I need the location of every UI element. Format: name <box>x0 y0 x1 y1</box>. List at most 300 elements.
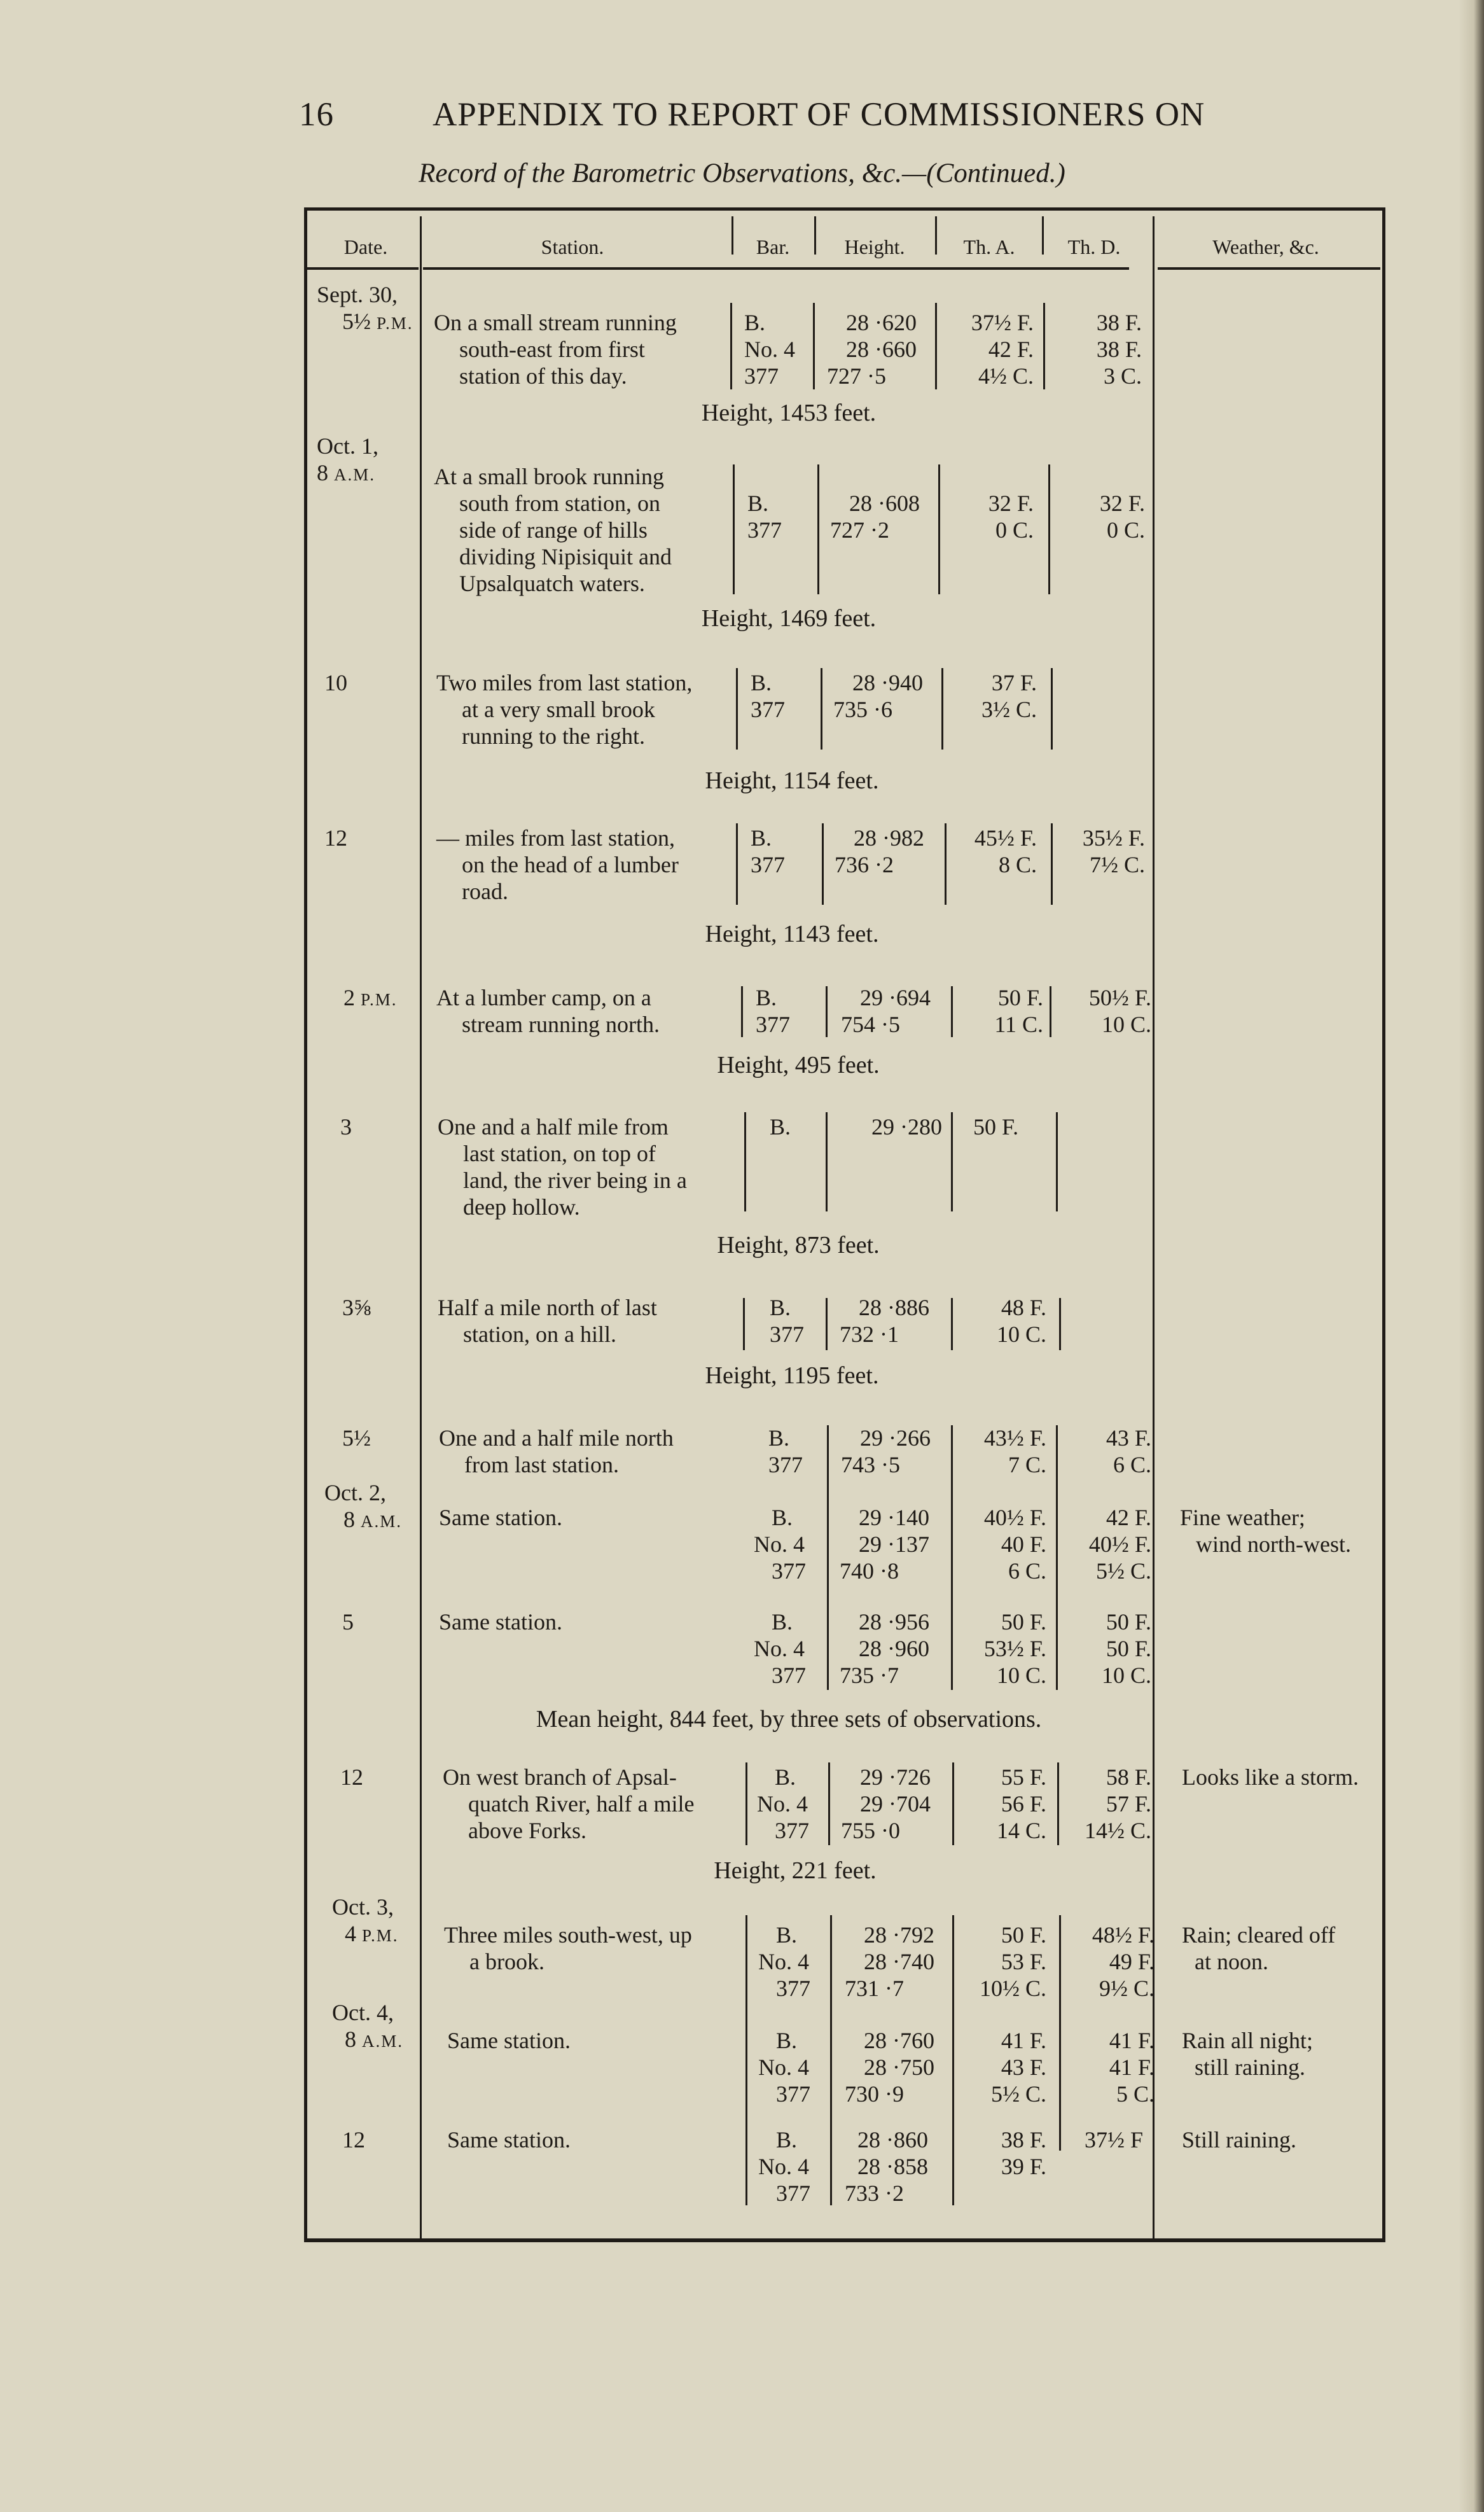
entry-weather <box>1182 1764 1359 1790</box>
th-d-value: 50 F. <box>1106 1636 1151 1661</box>
bar-value: 377 <box>756 1012 790 1037</box>
entry-height <box>833 669 923 723</box>
entry-bar <box>758 1922 810 2002</box>
table-caption: Record of the Barometric Observations, &c.—(Continued.) <box>419 158 1065 188</box>
col-header-date: Date. <box>343 235 388 258</box>
weather-line: Rain; cleared off <box>1182 1922 1336 1948</box>
entry-th-a <box>960 1504 1046 1584</box>
entry-bar <box>757 1764 809 1844</box>
col-header-th-a: Th. A. <box>963 235 1015 258</box>
date-line: Oct. 1, <box>317 433 378 459</box>
bar-value: 377 <box>744 363 779 389</box>
station-line: Two miles from last station, <box>436 670 693 695</box>
entry-station <box>444 1922 743 1975</box>
entry-result: Height, 1453 feet. <box>701 400 877 426</box>
entry-result: Height, 1195 feet. <box>705 1362 879 1389</box>
height-value: 755 ·0 <box>841 1818 900 1843</box>
entry-th-a <box>973 1113 1018 1140</box>
column-rule-date <box>420 216 422 2238</box>
entry-weather <box>1182 1922 1335 1975</box>
entry-th-a <box>960 1608 1046 1689</box>
th-a-value: 50 F. <box>973 1114 1019 1140</box>
height-value: 28 ·860 <box>857 2127 928 2153</box>
bar-value: No. 4 <box>754 1532 805 1557</box>
entry-th-d <box>1062 1425 1151 1478</box>
col-header-weather: Weather, &c. <box>1212 235 1319 258</box>
station-line: On west branch of Apsal- <box>443 1764 677 1790</box>
bar-value: B. <box>770 1114 791 1140</box>
th-d-value: 6 C. <box>1113 1452 1151 1477</box>
height-value: 28 ·858 <box>857 2154 928 2179</box>
height-value: 727 ·2 <box>830 517 889 543</box>
date-line: 5½ <box>342 1425 371 1451</box>
th-a-value: 10 C. <box>996 1322 1046 1347</box>
height-value: 735 ·7 <box>840 1663 899 1688</box>
time-line: 8 A.M. <box>345 2027 404 2052</box>
station-line: One and a half mile from <box>438 1114 669 1140</box>
entry-date <box>342 1425 371 1451</box>
bar-value: 377 <box>776 1976 810 2001</box>
entry-bar <box>770 1294 804 1348</box>
th-d-value: 0 C. <box>1106 517 1145 543</box>
station-line: from last station. <box>464 1452 619 1477</box>
entry-station <box>443 1764 735 1844</box>
entry-height <box>840 1504 929 1584</box>
th-d-value: 43 F. <box>1106 1425 1151 1451</box>
th-a-value: 10 C. <box>996 1663 1046 1688</box>
entry-height <box>830 490 920 543</box>
height-value: 733 ·2 <box>845 2181 904 2206</box>
station-line: One and a half mile north <box>439 1425 674 1451</box>
time-line: 8 A.M. <box>317 460 376 485</box>
entry-date <box>342 1294 371 1321</box>
entry-date <box>324 669 347 696</box>
bar-value: B. <box>776 2028 798 2053</box>
th-d-value: 38 F. <box>1096 310 1142 335</box>
col-header-station: Station. <box>541 235 604 258</box>
height-value: 28 ·620 <box>846 310 917 335</box>
station-line: running to the right. <box>462 723 645 749</box>
entry-height <box>841 984 931 1038</box>
height-value: 736 ·2 <box>835 852 894 877</box>
station-line: station of this day. <box>459 363 627 389</box>
entry-date <box>342 1608 354 1635</box>
weather-line: still raining. <box>1195 2055 1305 2080</box>
th-d-value: 38 F. <box>1096 337 1142 362</box>
station-line: south-east from first <box>459 337 645 362</box>
bar-value: 377 <box>768 1452 803 1477</box>
entry-th-a <box>960 1294 1046 1348</box>
entry-th-a <box>948 490 1034 543</box>
column-rule <box>935 216 937 255</box>
bar-value: 377 <box>751 697 785 722</box>
bar-value: 377 <box>776 2181 810 2206</box>
scan-edge-shadow <box>1459 0 1484 2512</box>
bar-value: B. <box>770 1295 791 1320</box>
entry-height <box>841 1764 931 1844</box>
bar-value: B. <box>772 1505 793 1530</box>
header-rule <box>1158 267 1380 270</box>
entry-station <box>438 1113 730 1220</box>
th-a-value: 7 C. <box>1008 1452 1046 1477</box>
th-d-value: 14½ C. <box>1084 1818 1151 1843</box>
entry-th-d <box>1062 1504 1151 1584</box>
weather-line: Looks like a storm. <box>1182 1764 1359 1790</box>
station-line: Same station. <box>439 1609 562 1635</box>
height-value: 740 ·8 <box>840 1558 899 1584</box>
bar-value: No. 4 <box>757 1791 808 1817</box>
entry-weather <box>1182 2027 1313 2081</box>
th-a-value: 45½ F. <box>974 825 1037 851</box>
station-line: station, on a hill. <box>463 1322 616 1347</box>
th-a-value: 32 F. <box>988 491 1034 516</box>
entry-date <box>332 1894 399 1949</box>
th-a-value: 40 F. <box>1001 1532 1046 1557</box>
station-line: land, the river being in a <box>463 1168 687 1193</box>
entry-station <box>436 825 721 905</box>
height-value: 735 ·6 <box>833 697 892 722</box>
entry-bar <box>751 669 785 723</box>
entry-station <box>436 669 721 750</box>
th-a-value: 43½ F. <box>983 1425 1046 1451</box>
station-line: Same station. <box>439 1505 562 1530</box>
height-value: 29 ·140 <box>859 1505 929 1530</box>
station-line: Same station. <box>447 2127 571 2153</box>
date-line: 3⅝ <box>342 1295 371 1320</box>
entry-height <box>835 825 924 878</box>
height-value: 727 ·5 <box>827 363 886 389</box>
th-a-value: 42 F. <box>988 337 1034 362</box>
th-d-value: 48½ F. <box>1092 1922 1155 1948</box>
bar-value: B. <box>744 310 766 335</box>
entry-date <box>317 281 413 337</box>
height-value: 29 ·137 <box>859 1532 929 1557</box>
entry-bar <box>751 825 785 878</box>
th-d-value: 50½ F. <box>1088 985 1151 1010</box>
th-d-value: 57 F. <box>1106 1791 1151 1817</box>
th-a-value: 56 F. <box>1001 1791 1046 1817</box>
th-d-value: 49 F. <box>1109 1949 1155 1974</box>
station-line: last station, on top of <box>463 1141 656 1166</box>
bar-value: B. <box>756 985 777 1010</box>
time-line: 8 A.M. <box>343 1507 403 1532</box>
entry-th-a <box>960 2027 1046 2107</box>
entry-bar <box>754 1608 806 1689</box>
entry-th-a <box>960 1764 1046 1844</box>
entry-th-a <box>948 309 1034 389</box>
height-value: 28 ·608 <box>849 491 920 516</box>
entry-bar <box>758 2126 810 2207</box>
entry-height <box>841 1425 931 1478</box>
entry-weather <box>1182 2126 1296 2153</box>
entry-height <box>845 1922 934 2002</box>
height-value: 743 ·5 <box>841 1452 900 1477</box>
station-line: deep hollow. <box>463 1194 580 1220</box>
weather-line: Still raining. <box>1182 2127 1296 2153</box>
bar-value: B. <box>768 1425 790 1451</box>
entry-result: Height, 495 feet. <box>717 1052 880 1078</box>
bar-value: No. 4 <box>758 1949 809 1974</box>
col-header-bar: Bar. <box>756 235 790 258</box>
station-line: Upsalquatch waters. <box>459 571 645 596</box>
time-line: 12 <box>342 2127 365 2153</box>
bar-value: B. <box>772 1609 793 1635</box>
entry-date <box>317 433 378 488</box>
entry-th-d <box>1065 1922 1155 2002</box>
bar-value: 377 <box>751 852 785 877</box>
station-line: On a small stream running <box>434 310 677 335</box>
th-a-value: 53 F. <box>1001 1949 1046 1974</box>
time-line: 4 P.M. <box>345 1921 399 1946</box>
page-number: 16 <box>299 96 334 133</box>
entry-station <box>438 1294 730 1348</box>
station-line: Three miles south-west, up <box>444 1922 692 1948</box>
th-a-value: 50 F. <box>1001 1922 1046 1948</box>
height-value: 28 ·792 <box>864 1922 934 1948</box>
table-bottom-rule <box>304 2238 1385 2242</box>
entry-station <box>447 2027 740 2054</box>
height-value: 28 ·956 <box>859 1609 929 1635</box>
th-d-value: 37½ F <box>1085 2127 1144 2153</box>
bar-value: B. <box>776 1922 798 1948</box>
entry-station <box>439 1504 732 1531</box>
th-a-value: 50 F. <box>997 985 1043 1010</box>
entry-th-d <box>1062 1608 1151 1689</box>
station-line: At a small brook running <box>434 464 664 489</box>
entry-height <box>845 2126 928 2207</box>
bar-value: B. <box>776 2127 798 2153</box>
th-d-value: 41 F. <box>1109 2055 1155 2080</box>
th-d-value: 40½ F. <box>1088 1532 1151 1557</box>
th-a-value: 39 F. <box>1001 2154 1046 2179</box>
entry-bar <box>768 1425 803 1478</box>
entry-height <box>852 1113 942 1140</box>
column-rule <box>814 216 816 255</box>
height-value: 29 ·266 <box>860 1425 931 1451</box>
height-value: 732 ·1 <box>840 1322 899 1347</box>
entry-th-a <box>960 1425 1046 1478</box>
height-value: 731 ·7 <box>845 1976 904 2001</box>
station-line: Same station. <box>447 2028 571 2053</box>
th-a-value: 37 F. <box>991 670 1037 695</box>
column-rule <box>732 216 733 255</box>
th-a-value: 40½ F. <box>983 1505 1046 1530</box>
weather-line: at noon. <box>1195 1949 1268 1974</box>
entry-th-d <box>1053 309 1142 389</box>
bar-value: No. 4 <box>758 2055 809 2080</box>
date-line: Oct. 3, <box>332 1894 394 1920</box>
entry-result: Height, 1154 feet. <box>705 767 879 794</box>
height-value: 28 ·660 <box>846 337 917 362</box>
th-a-value: 10½ C. <box>979 1976 1046 2001</box>
entry-date <box>343 984 398 1013</box>
th-a-value: 0 C. <box>995 517 1034 543</box>
th-a-value: 8 C. <box>998 852 1037 877</box>
entry-station <box>434 309 719 389</box>
date-line: 10 <box>324 670 347 695</box>
entry-date <box>324 1479 402 1535</box>
weather-line: wind north-west. <box>1196 1532 1351 1557</box>
entry-date <box>340 1764 363 1790</box>
entry-height <box>840 1608 929 1689</box>
entry-height <box>845 2027 934 2107</box>
station-line: Half a mile north of last <box>438 1295 657 1320</box>
height-value: 28 ·760 <box>864 2028 934 2053</box>
th-a-value: 11 C. <box>994 1012 1043 1037</box>
entry-date <box>324 825 347 851</box>
entry-th-a <box>960 2126 1046 2180</box>
entry-th-d <box>1065 2027 1155 2107</box>
bar-value: 377 <box>770 1322 804 1347</box>
station-line: stream running north. <box>462 1012 660 1037</box>
header-rule <box>307 267 419 270</box>
height-value: 29 ·726 <box>860 1764 931 1790</box>
entry-bar <box>754 1504 806 1584</box>
weather-line: Rain all night; <box>1182 2028 1313 2053</box>
station-line: a brook. <box>469 1949 544 1974</box>
entry-bar <box>770 1113 791 1140</box>
entry-bar <box>758 2027 810 2107</box>
date-line: Oct. 2, <box>324 1480 386 1505</box>
entry-result: Height, 221 feet. <box>714 1857 877 1884</box>
th-d-value: 5½ C. <box>1095 1558 1151 1584</box>
th-a-value: 55 F. <box>1001 1764 1046 1790</box>
entry-th-d <box>1056 825 1145 878</box>
entry-height <box>840 1294 929 1348</box>
entry-date <box>332 1999 403 2055</box>
station-line: quatch River, half a mile <box>468 1791 695 1817</box>
entry-th-a <box>951 669 1037 723</box>
station-line: At a lumber camp, on a <box>436 985 651 1010</box>
th-a-value: 5½ C. <box>990 2081 1046 2107</box>
bar-value: 377 <box>772 1663 806 1688</box>
entry-station <box>434 463 719 597</box>
bar-value: No. 4 <box>744 337 795 362</box>
entry-station <box>447 2126 740 2153</box>
height-value: 29 ·704 <box>860 1791 931 1817</box>
header-rule <box>423 267 1129 270</box>
date-line: Oct. 4, <box>332 2000 394 2025</box>
height-value: 28 ·982 <box>854 825 924 851</box>
station-line: — miles from last station, <box>436 825 675 851</box>
entry-station <box>436 984 729 1038</box>
entry-station <box>439 1608 732 1635</box>
col-header-th-d: Th. D. <box>1067 235 1121 258</box>
entry-result: Height, 873 feet. <box>717 1232 880 1259</box>
entry-th-d <box>1062 1764 1151 1844</box>
station-line: on the head of a lumber <box>462 852 679 877</box>
date-line: Sept. 30, <box>317 282 398 307</box>
th-a-value: 50 F. <box>1001 1609 1046 1635</box>
bar-value: 377 <box>775 1818 809 1843</box>
entry-bar <box>747 490 782 543</box>
th-d-value: 50 F. <box>1106 1609 1151 1635</box>
station-line: at a very small brook <box>462 697 655 722</box>
page-header <box>299 95 1317 146</box>
time-line: 12 <box>340 1764 363 1790</box>
time-line: 5½ P.M. <box>342 309 413 334</box>
bar-value: No. 4 <box>754 1636 805 1661</box>
th-a-value: 6 C. <box>1008 1558 1046 1584</box>
th-a-value: 3½ C. <box>981 697 1037 722</box>
entry-th-a <box>957 984 1043 1038</box>
weather-line: Fine weather; <box>1180 1505 1305 1530</box>
bar-value: 377 <box>772 1558 806 1584</box>
th-d-value: 41 F. <box>1109 2028 1155 2053</box>
time-line: 5 <box>342 1609 354 1635</box>
entry-date <box>340 1113 352 1140</box>
bar-value: No. 4 <box>758 2154 809 2179</box>
th-a-value: 38 F. <box>1001 2127 1046 2153</box>
entry-result: Height, 1469 feet. <box>701 605 877 632</box>
th-a-value: 14 C. <box>996 1818 1046 1843</box>
bar-value: B. <box>751 825 772 851</box>
entry-th-d <box>1056 490 1145 543</box>
col-header-height: Height. <box>844 235 905 258</box>
height-value: 29 ·280 <box>871 1114 942 1140</box>
height-value: 730 ·9 <box>845 2081 904 2107</box>
station-line: above Forks. <box>468 1818 586 1843</box>
th-a-value: 53½ F. <box>983 1636 1046 1661</box>
th-d-value: 35½ F. <box>1082 825 1145 851</box>
height-value: 29 ·694 <box>860 985 931 1010</box>
th-d-value: 3 C. <box>1103 363 1142 389</box>
station-line: road. <box>462 879 508 904</box>
entry-bar <box>744 309 795 389</box>
station-line: side of range of hills <box>459 517 648 543</box>
th-d-value: 5 C. <box>1116 2081 1155 2107</box>
time-line: 2 P.M. <box>343 985 398 1010</box>
station-line: dividing Nipisiquit and <box>459 544 672 569</box>
height-value: 28 ·960 <box>859 1636 929 1661</box>
th-a-value: 43 F. <box>1001 2055 1046 2080</box>
entry-bar <box>756 984 790 1038</box>
bar-value: 377 <box>776 2081 810 2107</box>
bar-value: B. <box>751 670 772 695</box>
date-line: 12 <box>324 825 347 851</box>
th-d-value: 42 F. <box>1106 1505 1151 1530</box>
bar-value: B. <box>747 491 769 516</box>
height-value: 28 ·750 <box>864 2055 934 2080</box>
th-d-value: 9½ C. <box>1099 1976 1155 2001</box>
th-a-value: 48 F. <box>1001 1295 1046 1320</box>
entry-height <box>827 309 917 389</box>
entry-th-a <box>960 1922 1046 2002</box>
th-a-value: 4½ C. <box>978 363 1034 389</box>
th-d-value: 7½ C. <box>1089 852 1145 877</box>
bar-value: B. <box>775 1764 796 1790</box>
running-title: APPENDIX TO REPORT OF COMMISSIONERS ON <box>433 96 1205 133</box>
date-line: 3 <box>340 1114 352 1140</box>
column-rule <box>1042 216 1044 255</box>
entry-station <box>439 1425 732 1478</box>
th-d-value: 58 F. <box>1106 1764 1151 1790</box>
height-value: 28 ·740 <box>864 1949 934 1974</box>
height-value: 28 ·886 <box>859 1295 929 1320</box>
th-d-value: 10 C. <box>1101 1663 1151 1688</box>
station-line: south from station, on <box>459 491 660 516</box>
entry-th-d <box>1059 984 1151 1038</box>
entry-th-d <box>1085 2126 1143 2153</box>
bar-value: 377 <box>747 517 782 543</box>
th-a-value: 41 F. <box>1001 2028 1046 2053</box>
height-value: 754 ·5 <box>841 1012 900 1037</box>
height-value: 28 ·940 <box>852 670 923 695</box>
entry-result: Mean height, 844 feet, by three sets of observations. <box>536 1706 1042 1733</box>
entry-th-a <box>951 825 1037 878</box>
th-d-value: 32 F. <box>1099 491 1145 516</box>
entry-weather <box>1180 1504 1351 1558</box>
